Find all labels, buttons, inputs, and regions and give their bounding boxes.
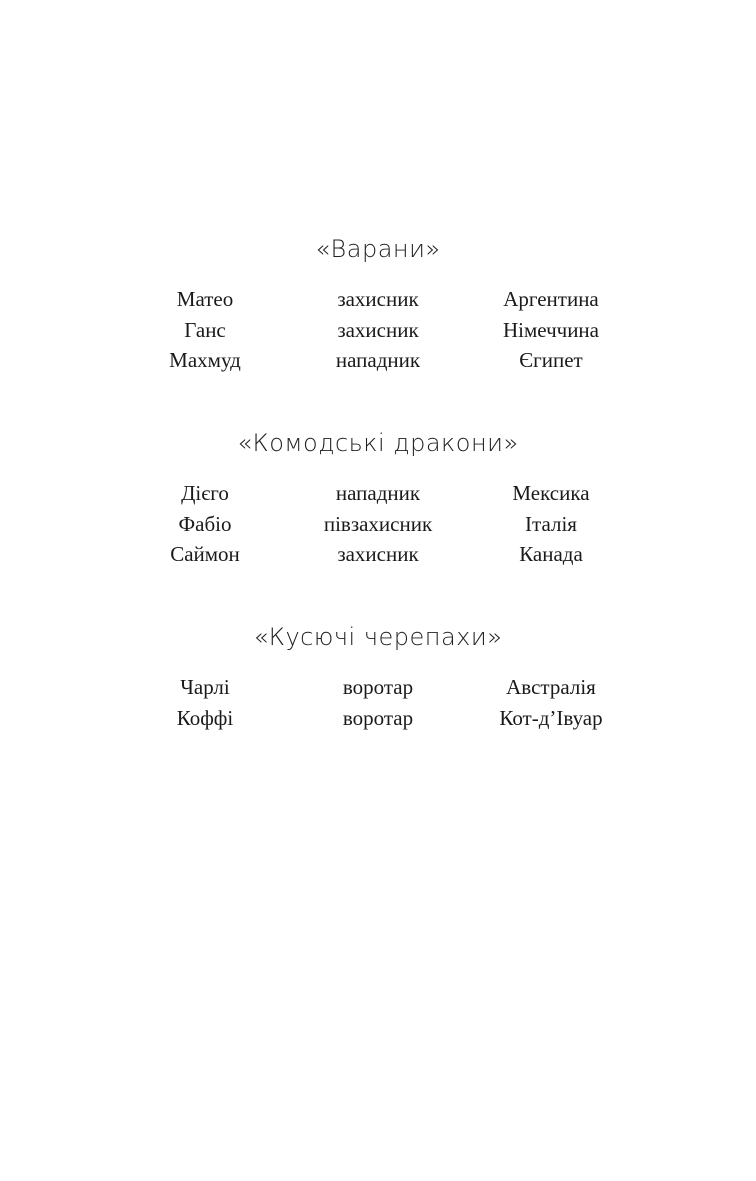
player-name: Саймон (170, 542, 240, 566)
player-row (0, 509, 756, 540)
player-position: захисник (337, 317, 419, 342)
player-row (0, 703, 756, 734)
player-country: Єгипет (519, 348, 583, 372)
player-name: Коффі (176, 705, 234, 730)
player-row (0, 539, 756, 570)
player-country: Італія (525, 511, 577, 536)
player-name: Ганс (184, 317, 226, 342)
team-roster (0, 672, 756, 733)
team-title: «Варани» (315, 235, 441, 263)
player-row (0, 345, 756, 376)
player-country: Австралія (506, 675, 596, 699)
player-country: Німеччина (502, 317, 599, 342)
player-row (0, 478, 756, 509)
player-row (0, 315, 756, 346)
player-position: нападник (335, 481, 421, 505)
player-country: Аргентина (503, 287, 599, 311)
player-position: воротар (342, 705, 414, 730)
player-name: Фабіо (178, 511, 232, 536)
player-country: Мексика (512, 481, 590, 505)
player-position: півзахисник (323, 511, 433, 536)
team-roster (0, 478, 756, 570)
player-position: захисник (337, 287, 419, 311)
player-position: захисник (337, 542, 419, 566)
player-country: Кот-д’Івуар (499, 705, 603, 730)
player-country: Канада (519, 542, 583, 566)
player-position: нападник (335, 348, 421, 372)
player-position: воротар (342, 675, 414, 699)
player-row (0, 672, 756, 703)
team-title: «Комодські дракони» (237, 429, 519, 457)
player-row (0, 284, 756, 315)
player-name: Дієго (181, 481, 229, 505)
player-name: Махмуд (169, 348, 241, 372)
player-name: Чарлі (180, 675, 230, 699)
team-roster (0, 284, 756, 376)
player-name: Матео (176, 287, 234, 311)
team-title: «Кусючі черепахи» (253, 623, 503, 651)
